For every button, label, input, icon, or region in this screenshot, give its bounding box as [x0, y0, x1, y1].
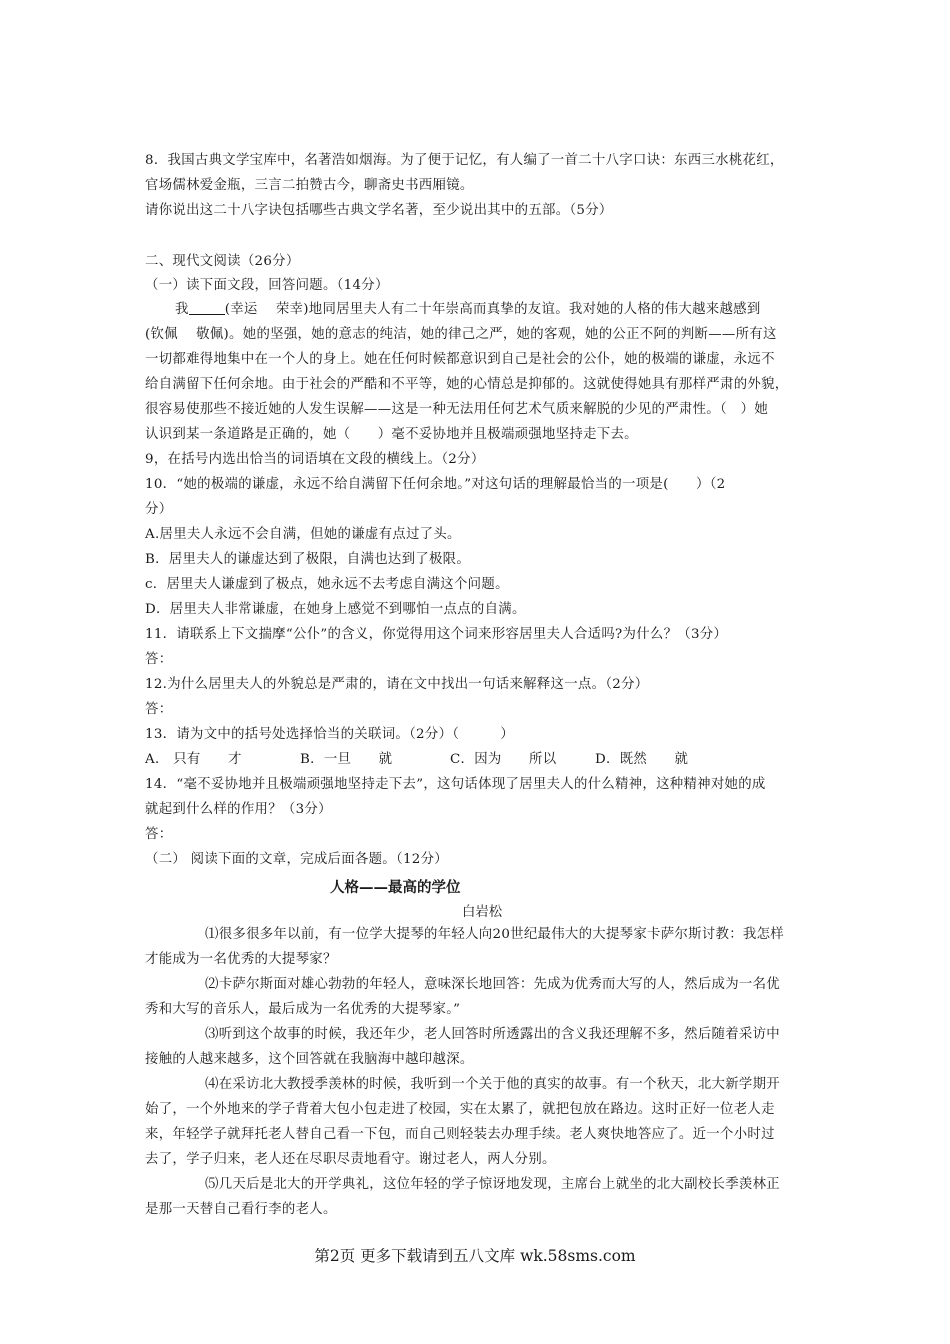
question-10-line-2: 分）: [145, 502, 173, 517]
section-2-heading: 二、现代文阅读（26分）: [145, 254, 300, 269]
passage-line-5: 很容易使那些不接近她的人发生误解——这是一种无法用任何艺术气质来解脱的少见的严肃性。（ ）她: [145, 402, 769, 417]
page-footer: 第2页 更多下载请到五八文库 wk.58sms.com: [314, 1247, 636, 1265]
article-p4-line-3: 来，年轻学子就拜托老人替自己看一下包，而自己则轻装去办理手续。老人爽快地答应了。近一个小时过: [145, 1127, 775, 1142]
passage-line-4: 给自满留下任何余地。由于社会的严酷和不平等，她的心情总是抑郁的。这就使得她具有那样严肃的外貌，: [145, 377, 789, 392]
question-10-line-1: 10．“她的极端的谦虚，永远不给自满留下任何余地。”对这句话的理解最恰当的一项是( ）（2: [145, 477, 726, 492]
article-p5-line-1: ⑸几天后是北大的开学典礼，这位年轻的学子惊讶地发现，主席台上就坐的北大副校长季羡林正: [205, 1177, 781, 1192]
q13-option-c: C．因为 所以: [450, 752, 557, 767]
passage-line-1-start: 我: [175, 302, 189, 317]
article-p1-line-1: ⑴很多很多年以前，有一位学大提琴的年轻人向20世纪最伟大的大提琴家卡萨尔斯讨教：我怎样: [205, 927, 784, 942]
answer-label-11: 答：: [145, 652, 173, 667]
article-p4-line-1: ⑷在采访北大教授季羡林的时候，我听到一个关于他的真实的故事。有一个秋天，北大新学期开: [205, 1077, 781, 1092]
article-p4-line-4: 去了，学子归来，老人还在尽职尽责地看守。谢过老人，两人分别。: [145, 1152, 556, 1167]
question-14-line-1: 14．“毫不妥协地并且极端顽强地坚持走下去”，这句话体现了居里夫人的什么精神，这种精神对她的成: [145, 777, 766, 792]
fill-blank[interactable]: [189, 301, 225, 315]
q13-option-a: A． 只有 才: [145, 752, 242, 767]
question-13-options: [145, 751, 688, 769]
question-10-option-a: A.居里夫人永远不会自满，但她的谦虚有点过了头。: [145, 527, 461, 542]
q8-line-1: 8．我国古典文学宝库中，名著浩如烟海。为了便于记忆，有人编了一首二十八字口诀：东西三水桃花红，: [145, 153, 784, 168]
question-11: 11．请联系上下文揣摩“公仆”的含义，你觉得用这个词来形容居里夫人合适吗?为什么？（3分）: [145, 627, 728, 642]
answer-label-12: 答：: [145, 702, 173, 717]
q8-line-3: 请你说出这二十八字诀包括哪些古典文学名著，至少说出其中的五部。（5分）: [145, 203, 613, 218]
q13-option-d: D．既然 就: [595, 752, 689, 767]
passage-line-1: [175, 301, 761, 319]
question-13: 13．请为文中的括号处选择恰当的关联词。（2分）（ ）: [145, 727, 515, 742]
article-p1-line-2: 才能成为一名优秀的大提琴家？: [145, 952, 337, 967]
passage-line-6: 认识到某一条道路是正确的，她（ ）毫不妥协地并且极端顽强地坚持走下去。: [145, 427, 638, 442]
part-2-heading: （二） 阅读下面的文章，完成后面各题。（12分）: [145, 852, 448, 867]
q13-option-b: B．一旦 就: [300, 752, 393, 767]
article-p3-line-1: ⑶听到这个故事的时候，我还年少，老人回答时所透露出的含义我还理解不多，然后随着采访中: [205, 1027, 781, 1042]
article-title: 人格——最高的学位: [330, 880, 461, 896]
article-p5-line-2: 是那一天替自己看行李的老人。: [145, 1202, 337, 1217]
question-10-option-d: D．居里夫人非常谦虚，在她身上感觉不到哪怕一点点的自满。: [145, 602, 526, 617]
question-9: 9，在括号内选出恰当的词语填在文段的横线上。（2分）: [145, 452, 485, 467]
passage-line-3: 一切都难得地集中在一个人的身上。她在任何时候都意识到自己是社会的公仆，她的极端的谦虚，永远不: [145, 352, 775, 367]
question-12: 12.为什么居里夫人的外貌总是严肃的，请在文中找出一句话来解释这一点。（2分）: [145, 677, 649, 692]
article-p2-line-2: 秀和大写的音乐人，最后成为一名优秀的大提琴家。”: [145, 1002, 461, 1017]
article-p4-line-2: 始了，一个外地来的学子背着大包小包走进了校园，实在太累了，就把包放在路边。这时正好一位老人走: [145, 1102, 775, 1117]
question-14-line-2: 就起到什么样的作用？（3分）: [145, 802, 332, 817]
article-author: 白岩松: [462, 905, 503, 920]
article-p2-line-1: ⑵卡萨尔斯面对雄心勃勃的年轻人，意味深长地回答：先成为优秀而大写的人，然后成为一名优: [205, 977, 781, 992]
passage-line-2: (钦佩 敬佩)。她的坚强，她的意志的纯洁，她的律己之严，她的客观，她的公正不阿的判断——所有这: [145, 327, 777, 342]
answer-label-14: 答：: [145, 827, 173, 842]
article-p3-line-2: 接触的人越来越多，这个回答就在我脑海中越印越深。: [145, 1052, 474, 1067]
part-1-heading: （一）读下面文段，回答问题。（14分）: [145, 278, 389, 293]
question-10-option-b: B．居里夫人的谦虚达到了极限，自满也达到了极限。: [145, 552, 471, 567]
question-10-option-c: c．居里夫人谦虚到了极点，她永远不去考虑自满这个问题。: [145, 577, 509, 592]
q8-line-2: 官场儒林爱金瓶，三言二拍赞古今，聊斋史书西厢镜。: [145, 178, 474, 193]
passage-line-1-rest: (幸运 荣幸)地同居里夫人有二十年崇高而真挚的友谊。我对她的人格的伟大越来越感到: [224, 302, 761, 317]
